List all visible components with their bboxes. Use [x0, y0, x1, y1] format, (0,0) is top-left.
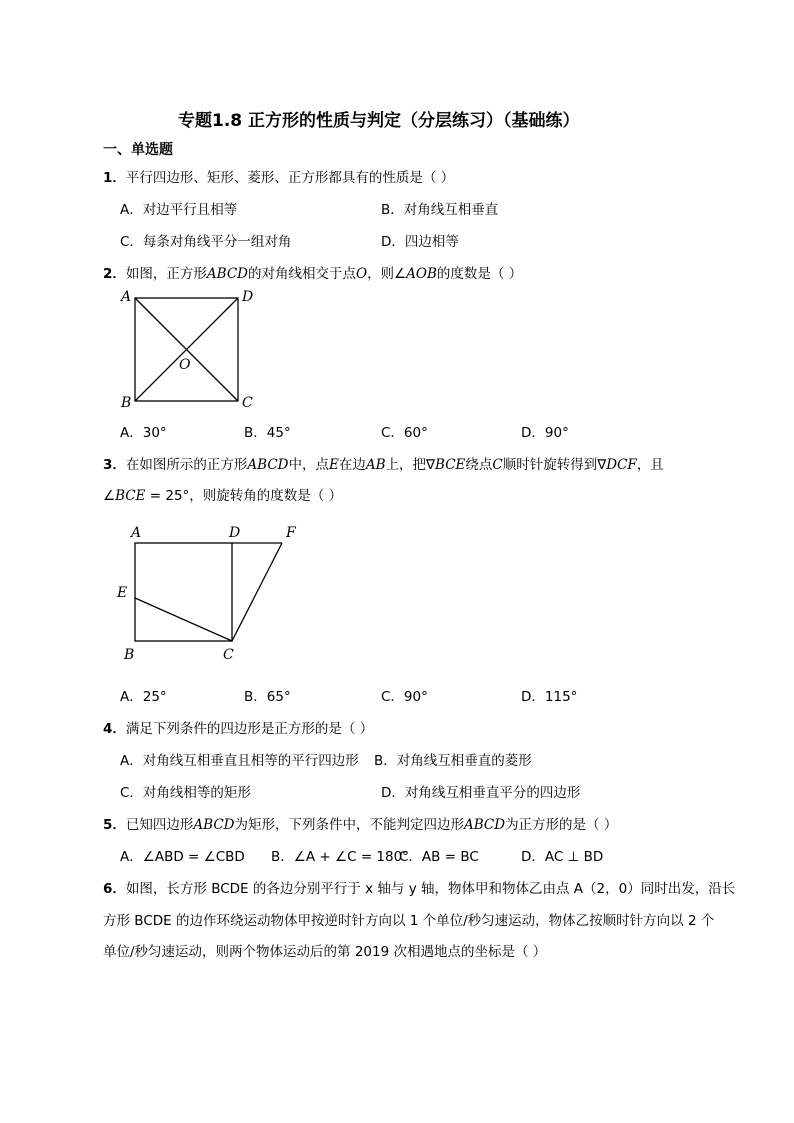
question-6-line-3: 单位/秒匀速运动，则两个物体运动后的第 2019 次相遇地点的坐标是（ ） — [103, 944, 547, 960]
math-var: O — [355, 266, 368, 282]
math-var: ABCD — [193, 817, 235, 833]
question-number: 2． — [103, 266, 126, 282]
math-var: AB — [365, 457, 386, 473]
q5-option-a[interactable]: A．∠ABD = ∠CBD — [120, 849, 245, 865]
question-text: = 25°，则旋转角的度数是（ ） — [145, 488, 343, 504]
label-a: A — [131, 525, 142, 541]
q2-option-c[interactable]: C．60° — [381, 425, 428, 441]
q3-option-d[interactable]: D．115° — [521, 689, 578, 705]
q3-option-c[interactable]: C．90° — [381, 689, 428, 705]
question-text: 为正方形的是（ ） — [505, 817, 618, 833]
question-text: ，则∠ — [367, 266, 407, 282]
question-number: 6． — [103, 881, 126, 897]
q2-option-a[interactable]: A．30° — [120, 425, 167, 441]
question-text: 在如图所示的正方形 — [125, 457, 248, 473]
q1-option-d[interactable]: D．四边相等 — [381, 234, 459, 250]
label-d: D — [229, 525, 241, 541]
math-var: AOB — [406, 266, 437, 282]
q1-option-a[interactable]: A．对边平行且相等 — [120, 202, 238, 218]
label-e: E — [117, 585, 128, 601]
label-b: B — [121, 395, 132, 411]
label-a: A — [121, 289, 132, 305]
math-var: ABCD — [206, 266, 248, 282]
section-heading: 一、单选题 — [103, 142, 173, 158]
math-var: C — [492, 457, 503, 473]
q4-option-d[interactable]: D．对角线互相垂直平分的四边形 — [381, 785, 581, 801]
q2-option-b[interactable]: B．45° — [244, 425, 291, 441]
question-text: 绕点 — [465, 457, 493, 473]
label-o: O — [179, 357, 191, 373]
question-text: 平行四边形、矩形、菱形、正方形都具有的性质是（ ） — [125, 170, 455, 186]
segment-fc — [232, 543, 282, 641]
question-text: 顺时针旋转得到∇ — [502, 457, 607, 473]
math-var: E — [328, 457, 339, 473]
question-text: 如图，正方形 — [125, 266, 207, 282]
question-text: 已知四边形 — [125, 817, 194, 833]
square-abcd — [135, 543, 232, 641]
question-text: 上，把∇ — [385, 457, 436, 473]
question-number: 4． — [103, 721, 126, 737]
question-text: 的对角线相交于点 — [247, 266, 356, 282]
math-var: ABCD — [247, 457, 289, 473]
q3-option-a[interactable]: A．25° — [120, 689, 167, 705]
question-number: 5． — [103, 817, 126, 833]
label-b: B — [124, 647, 135, 663]
q1-option-c[interactable]: C．每条对角线平分一组对角 — [120, 234, 292, 250]
q5-option-c[interactable]: C．AB = BC — [399, 849, 479, 865]
question-6-line-2: 方形 BCDE 的边作环绕运动物体甲按逆时针方向以 1 个单位/秒匀速运动，物体乙按顺时针方向以 2 个 — [103, 913, 715, 929]
question-4 — [103, 717, 373, 737]
q1-option-b[interactable]: B．对角线互相垂直 — [381, 202, 499, 218]
q2-option-d[interactable]: D．90° — [521, 425, 569, 441]
q5-option-b[interactable]: B．∠A + ∠C = 180° — [271, 849, 409, 865]
question-text: 的度数是（ ） — [436, 266, 523, 282]
question-text: ∠ — [103, 488, 116, 504]
question-text: 满足下列条件的四边形是正方形的是（ ） — [125, 721, 374, 737]
math-var: ABCD — [463, 817, 506, 833]
label-f: F — [286, 525, 296, 541]
page-title: 专题1.8 正方形的性质与判定（分层练习）（基础练） — [178, 111, 580, 131]
q5-option-d[interactable]: D．AC ⊥ BD — [521, 849, 604, 865]
question-text: ，且 — [636, 457, 664, 473]
question-number: 1． — [103, 170, 126, 186]
label-c: C — [242, 395, 253, 411]
question-text: 中，点 — [288, 457, 329, 473]
question-text: 在边 — [338, 457, 366, 473]
q4-option-a[interactable]: A．对角线互相垂直且相等的平行四边形 — [120, 753, 359, 769]
math-var: DCF — [606, 457, 637, 473]
question-text: 如图，长方形 BCDE 的各边分别平行于 x 轴与 y 轴，物体甲和物体乙由点 A（2，0）同时出发，沿长 — [125, 881, 736, 897]
question-text: 为矩形，下列条件中，不能判定四边形 — [234, 817, 464, 833]
math-var: BCE — [115, 488, 146, 504]
q4-option-b[interactable]: B．对角线互相垂直的菱形 — [374, 753, 532, 769]
question-5 — [103, 813, 617, 833]
q4-option-c[interactable]: C．对角线相等的矩形 — [120, 785, 251, 801]
segment-ec — [135, 598, 232, 641]
q3-option-b[interactable]: B．65° — [244, 689, 291, 705]
math-var: BCE — [435, 457, 466, 473]
label-d: D — [242, 289, 254, 305]
question-number: 3． — [103, 457, 126, 473]
label-c: C — [223, 647, 234, 663]
question-6 — [103, 877, 735, 897]
